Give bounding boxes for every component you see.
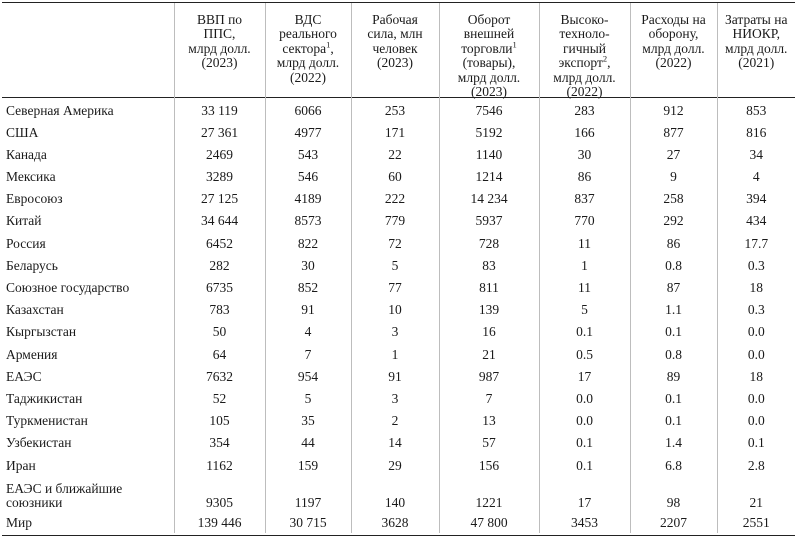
table-row: [2, 233, 795, 255]
cell-gdp: 33 119: [174, 99, 265, 121]
cell-gdp: 50: [174, 321, 265, 343]
row-label: Мир: [6, 514, 32, 530]
cell-defense: 2207: [630, 512, 717, 533]
cell-trade: 13: [439, 410, 539, 432]
cell-gva: 4189: [265, 188, 351, 210]
header-labor: [351, 3, 439, 99]
cell-defense: 98: [630, 477, 717, 512]
cell-trade: 728: [439, 233, 539, 255]
footnote-marker: 1: [512, 39, 517, 50]
header-rnd: [717, 3, 795, 99]
cell-gva: 5: [265, 388, 351, 410]
header-line: экспорт$^2$,: [558, 53, 611, 71]
cell-gdp: 282: [174, 255, 265, 277]
cell-gdp: 6452: [174, 233, 265, 255]
cell-gva: 159: [265, 454, 351, 476]
cell-gva: 35: [265, 410, 351, 432]
cell-gva: 4977: [265, 122, 351, 144]
cell-gva: 30: [265, 255, 351, 277]
cell-gdp: 64: [174, 344, 265, 366]
cell-rnd: 17.7: [717, 233, 795, 255]
cell-hitech: 1: [539, 255, 630, 277]
cell-rnd: 18: [717, 277, 795, 299]
cell-rnd: 4: [717, 166, 795, 188]
cell-defense: 912: [630, 99, 717, 121]
cell-defense: 0.8: [630, 255, 717, 277]
cell-trade: 5192: [439, 122, 539, 144]
header-gva: [265, 3, 351, 99]
cell-labor: 779: [351, 210, 439, 232]
cell-hitech: 0.0: [539, 410, 630, 432]
cell-hitech: 30: [539, 144, 630, 166]
cell-labor: 77: [351, 277, 439, 299]
header-line: млрд долл.: [457, 69, 521, 85]
cell-labor: 22: [351, 144, 439, 166]
header-line: ВВП по: [196, 12, 243, 27]
header-line: (2022): [655, 55, 692, 71]
table-row: [2, 512, 795, 533]
cell-trade: 1140: [439, 144, 539, 166]
table-row: [2, 388, 795, 410]
cell-labor: 222: [351, 188, 439, 210]
cell-gdp: 34 644: [174, 210, 265, 232]
cell-gdp: 7632: [174, 366, 265, 388]
table-row: [2, 299, 795, 321]
cell-gdp: 105: [174, 410, 265, 432]
header-line: ППС,: [203, 26, 236, 42]
cell-trade: 5937: [439, 210, 539, 232]
header-line: (2023): [201, 55, 238, 71]
cell-gva: 822: [265, 233, 351, 255]
table-row: [2, 432, 795, 454]
row-label: ЕАЭС: [6, 368, 42, 384]
cell-defense: 877: [630, 122, 717, 144]
cell-defense: 89: [630, 366, 717, 388]
cell-gva: 852: [265, 277, 351, 299]
cell-trade: 1214: [439, 166, 539, 188]
header-line: Высоко-: [560, 12, 609, 27]
cell-gdp: 354: [174, 432, 265, 454]
cell-defense: 87: [630, 277, 717, 299]
row-label: Мексика: [6, 169, 56, 185]
cell-gdp: 52: [174, 388, 265, 410]
row-label: Иран: [6, 457, 36, 473]
cell-hitech: 0.1: [539, 432, 630, 454]
cell-labor: 2: [351, 410, 439, 432]
cell-rnd: 18: [717, 366, 795, 388]
cell-gva: 7: [265, 344, 351, 366]
table-row: [2, 144, 795, 166]
cell-gva: 8573: [265, 210, 351, 232]
cell-gva: 6066: [265, 99, 351, 121]
header-line: сила, млн: [367, 26, 423, 42]
cell-defense: 258: [630, 188, 717, 210]
row-label: Беларусь: [6, 257, 58, 273]
cell-labor: 29: [351, 454, 439, 476]
header-line: Расходы на: [641, 12, 706, 27]
header-line: (товары),: [462, 55, 516, 71]
table-row: [2, 321, 795, 343]
row-label: Туркменистан: [6, 413, 88, 429]
header-line: внешней: [463, 26, 515, 42]
indicators-table: [2, 3, 795, 533]
cell-hitech: 86: [539, 166, 630, 188]
cell-defense: 0.8: [630, 344, 717, 366]
cell-hitech: 11: [539, 277, 630, 299]
cell-gdp: 2469: [174, 144, 265, 166]
header-line: ВДС: [294, 12, 322, 27]
cell-gva: 91: [265, 299, 351, 321]
row-label: Кыргызстан: [6, 324, 77, 340]
cell-gdp: 27 361: [174, 122, 265, 144]
header-line: [440, 39, 539, 56]
cell-trade: 811: [439, 277, 539, 299]
row-label: ЕАЭС и ближайшие союзники: [6, 480, 123, 511]
table-row: [2, 410, 795, 432]
cell-gva: 546: [265, 166, 351, 188]
cell-labor: 253: [351, 99, 439, 121]
cell-rnd: 0.1: [717, 432, 795, 454]
table-row: [2, 99, 795, 121]
footnote-marker: 2: [602, 53, 608, 64]
cell-defense: 1.1: [630, 299, 717, 321]
cell-gva: 954: [265, 366, 351, 388]
header-line: Затраты на: [725, 12, 788, 27]
cell-defense: 0.1: [630, 388, 717, 410]
cell-gdp: 1162: [174, 454, 265, 476]
cell-trade: 83: [439, 255, 539, 277]
header-line: гичный: [562, 40, 607, 56]
table-row: [2, 366, 795, 388]
table-row: [2, 122, 795, 144]
cell-labor: 5: [351, 255, 439, 277]
cell-defense: 27: [630, 144, 717, 166]
header-line: (2023): [471, 84, 507, 100]
cell-rnd: 853: [717, 99, 795, 121]
cell-trade: 7546: [439, 99, 539, 121]
cell-labor: 171: [351, 122, 439, 144]
header-line: техноло-: [559, 26, 610, 42]
table-row: [2, 255, 795, 277]
row-label: Северная Америка: [6, 102, 114, 118]
header-line: Рабочая: [372, 12, 418, 27]
cell-rnd: 816: [717, 122, 795, 144]
header-defense: [630, 3, 717, 99]
cell-labor: 3: [351, 321, 439, 343]
cell-trade: 139: [439, 299, 539, 321]
row-label: Канада: [6, 146, 47, 162]
row-label: Таджикистан: [6, 390, 83, 406]
cell-rnd: 0.3: [717, 299, 795, 321]
header-text: сектора: [282, 40, 327, 56]
row-label: Армения: [6, 346, 58, 362]
header-line: млрд долл.: [642, 40, 705, 56]
cell-gdp: 6735: [174, 277, 265, 299]
cell-labor: 10: [351, 299, 439, 321]
cell-hitech: 0.0: [539, 388, 630, 410]
header-line: млрд долл.: [725, 40, 788, 56]
cell-hitech: 11: [539, 233, 630, 255]
table-body: [2, 99, 795, 532]
cell-trade: 7: [439, 388, 539, 410]
cell-trade: 1221: [439, 477, 539, 512]
cell-hitech: 837: [539, 188, 630, 210]
cell-rnd: 2551: [717, 512, 795, 533]
cell-gdp: 3289: [174, 166, 265, 188]
header-line: млрд долл.: [276, 55, 340, 71]
cell-gdp: 27 125: [174, 188, 265, 210]
row-label: Евросоюз: [6, 191, 63, 207]
cell-trade: 21: [439, 344, 539, 366]
cell-hitech: 283: [539, 99, 630, 121]
header-line: Оборот: [467, 12, 511, 27]
cell-rnd: 0.0: [717, 321, 795, 343]
table-row: [2, 477, 795, 512]
header-line: (2021): [738, 55, 775, 71]
cell-defense: 1.4: [630, 432, 717, 454]
cell-trade: 57: [439, 432, 539, 454]
header-line: (2022): [566, 84, 603, 100]
cell-defense: 0.1: [630, 410, 717, 432]
header-line: реального: [279, 26, 337, 42]
header-line: млрд долл.: [188, 40, 251, 56]
cell-labor: 3628: [351, 512, 439, 533]
row-label: Россия: [6, 235, 46, 251]
cell-defense: 292: [630, 210, 717, 232]
row-label: Узбекистан: [6, 435, 72, 451]
cell-labor: 60: [351, 166, 439, 188]
cell-gva: 4: [265, 321, 351, 343]
cell-defense: 6.8: [630, 454, 717, 476]
header-text: торговли: [461, 40, 513, 56]
cell-gva: 1197: [265, 477, 351, 512]
cell-hitech: 166: [539, 122, 630, 144]
header-line: НИОКР,: [732, 26, 780, 42]
table-row: [2, 188, 795, 210]
header-region: [2, 3, 174, 99]
cell-rnd: 34: [717, 144, 795, 166]
row-label: Союзное государство: [6, 280, 130, 296]
cell-labor: 140: [351, 477, 439, 512]
table-row: [2, 277, 795, 299]
cell-hitech: 0.1: [539, 321, 630, 343]
cell-rnd: 0.0: [717, 344, 795, 366]
table-row: [2, 454, 795, 476]
table-header: [2, 3, 795, 99]
cell-rnd: 434: [717, 210, 795, 232]
table-row: [2, 344, 795, 366]
cell-labor: 3: [351, 388, 439, 410]
cell-defense: 0.1: [630, 321, 717, 343]
cell-hitech: 17: [539, 366, 630, 388]
header-line: сектора$^1$,: [282, 39, 334, 56]
cell-trade: 16: [439, 321, 539, 343]
row-label: Китай: [6, 213, 42, 229]
header-line: млрд долл.: [553, 69, 616, 85]
row-label: США: [6, 124, 39, 140]
cell-gdp: 9305: [174, 477, 265, 512]
cell-rnd: 394: [717, 188, 795, 210]
table-bottom-rule: [2, 535, 795, 536]
header-line: (2023): [377, 55, 413, 71]
cell-gva: 30 715: [265, 512, 351, 533]
cell-rnd: 21: [717, 477, 795, 512]
header-line: (2022): [290, 69, 326, 85]
cell-trade: 987: [439, 366, 539, 388]
cell-hitech: 17: [539, 477, 630, 512]
header-text: экспорт: [558, 55, 603, 71]
cell-defense: 86: [630, 233, 717, 255]
cell-rnd: 2.8: [717, 454, 795, 476]
table-row: [2, 210, 795, 232]
cell-gdp: 139 446: [174, 512, 265, 533]
cell-rnd: 0.3: [717, 255, 795, 277]
cell-labor: 1: [351, 344, 439, 366]
cell-gdp: 783: [174, 299, 265, 321]
header-line: оборону,: [648, 26, 699, 42]
footnote-marker: 1: [326, 39, 331, 50]
cell-rnd: 0.0: [717, 388, 795, 410]
header-gdp: [174, 3, 265, 99]
cell-hitech: 3453: [539, 512, 630, 533]
row-label: Казахстан: [6, 302, 64, 318]
cell-gva: 44: [265, 432, 351, 454]
cell-rnd: 0.0: [717, 410, 795, 432]
header-hitech: [539, 3, 630, 99]
cell-defense: 9: [630, 166, 717, 188]
cell-labor: 14: [351, 432, 439, 454]
cell-hitech: 5: [539, 299, 630, 321]
cell-trade: 156: [439, 454, 539, 476]
cell-hitech: 0.5: [539, 344, 630, 366]
cell-trade: 14 234: [439, 188, 539, 210]
header-line: человек: [372, 40, 418, 56]
header-trade: [439, 3, 539, 99]
cell-labor: 72: [351, 233, 439, 255]
cell-hitech: 0.1: [539, 454, 630, 476]
cell-hitech: 770: [539, 210, 630, 232]
cell-gva: 543: [265, 144, 351, 166]
cell-labor: 91: [351, 366, 439, 388]
table-row: [2, 166, 795, 188]
cell-trade: 47 800: [439, 512, 539, 533]
